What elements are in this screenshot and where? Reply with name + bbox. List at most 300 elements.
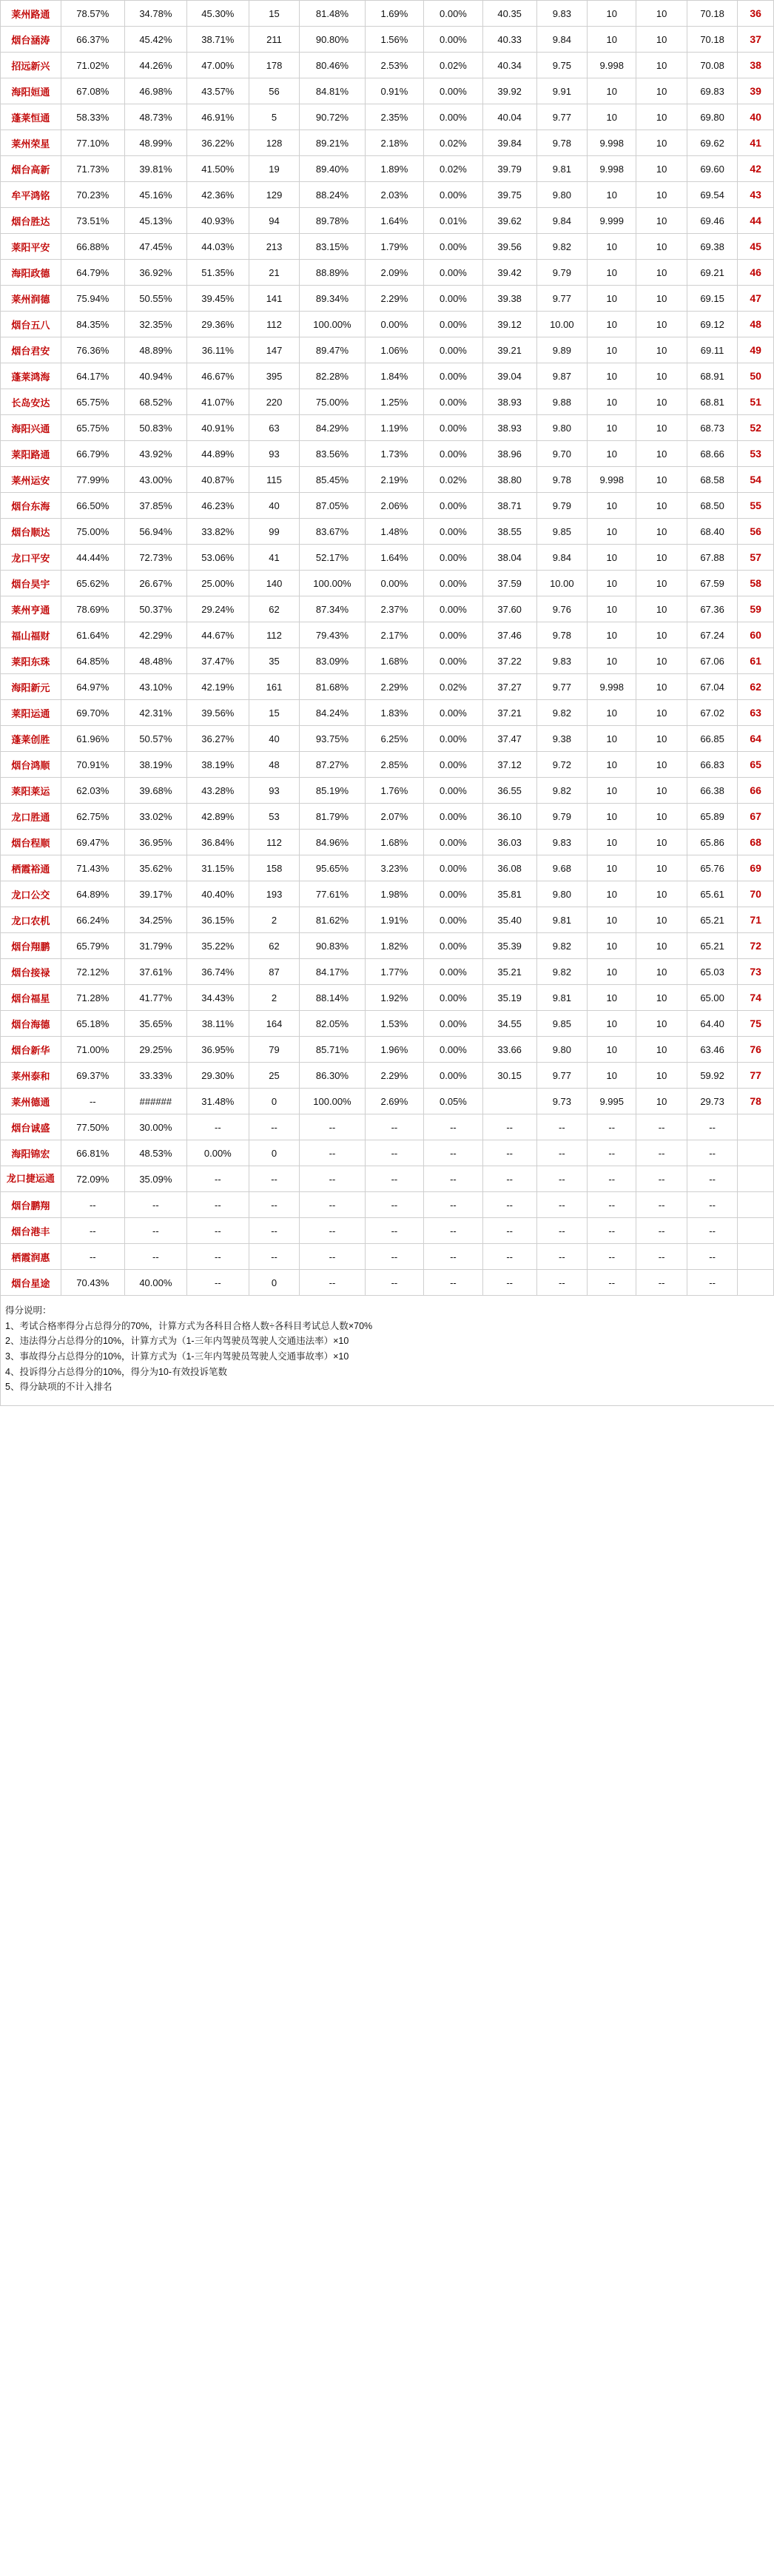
table-row <box>1 208 774 234</box>
value-cell: 0.00% <box>424 312 483 337</box>
company-name-cell: 莱阳东珠 <box>1 648 61 674</box>
rank-cell <box>738 1140 774 1166</box>
value-cell: 0.00% <box>424 622 483 648</box>
value-cell: 10 <box>588 1011 636 1037</box>
value-cell: 0.00% <box>424 571 483 596</box>
rank-cell <box>738 1244 774 1270</box>
company-name-cell: 龙口农机 <box>1 907 61 933</box>
value-cell: 39.79 <box>482 156 536 182</box>
value-cell: 65.61 <box>687 881 737 907</box>
value-cell: 10 <box>636 337 687 363</box>
value-cell: 0.00% <box>424 830 483 855</box>
value-cell: 10 <box>588 441 636 467</box>
value-cell: 39.04 <box>482 363 536 389</box>
value-cell: 39.75 <box>482 182 536 208</box>
value-cell: 65.75% <box>61 415 124 441</box>
value-cell: 36.27% <box>186 726 249 752</box>
value-cell: 46.98% <box>124 78 186 104</box>
value-cell: 9.77 <box>536 674 587 700</box>
value-cell: 9.998 <box>588 674 636 700</box>
footer-line-5: 5、得分缺项的不计入排名 <box>5 1382 112 1393</box>
value-cell: 178 <box>249 53 299 78</box>
value-cell: 10 <box>636 933 687 959</box>
value-cell: 33.33% <box>124 1063 186 1089</box>
value-cell: -- <box>536 1192 587 1218</box>
company-name-cell: 烟台程顺 <box>1 830 61 855</box>
value-cell: 35.40 <box>482 907 536 933</box>
footer-line-4: 4、投诉得分占总得分的10%，得分为10-有效投诉笔数 <box>5 1366 228 1377</box>
value-cell: 94 <box>249 208 299 234</box>
value-cell: 88.14% <box>300 985 365 1011</box>
company-name-cell: 龙口平安 <box>1 545 61 571</box>
value-cell: 9.82 <box>536 778 587 804</box>
value-cell: 38.80 <box>482 467 536 493</box>
value-cell: -- <box>482 1192 536 1218</box>
value-cell: 10 <box>636 674 687 700</box>
table-row <box>1 855 774 881</box>
value-cell: 0.05% <box>424 1089 483 1114</box>
value-cell: 64.40 <box>687 1011 737 1037</box>
rank-cell: 42 <box>738 156 774 182</box>
value-cell: 2.29% <box>365 674 424 700</box>
value-cell: 69.12 <box>687 312 737 337</box>
value-cell: 68.52% <box>124 389 186 415</box>
rank-cell: 38 <box>738 53 774 78</box>
value-cell: 69.38 <box>687 234 737 260</box>
value-cell: 10 <box>588 182 636 208</box>
value-cell: 2.03% <box>365 182 424 208</box>
value-cell: 9.998 <box>588 156 636 182</box>
value-cell: 65.89 <box>687 804 737 830</box>
value-cell: 10 <box>588 700 636 726</box>
value-cell: 10 <box>588 260 636 286</box>
rank-cell <box>738 1218 774 1244</box>
value-cell: 37.59 <box>482 571 536 596</box>
value-cell: 45.16% <box>124 182 186 208</box>
value-cell: 0.00% <box>424 519 483 545</box>
value-cell: 193 <box>249 881 299 907</box>
value-cell: 83.67% <box>300 519 365 545</box>
value-cell: 10 <box>636 778 687 804</box>
value-cell: 69.11 <box>687 337 737 363</box>
value-cell: 43.00% <box>124 467 186 493</box>
value-cell: 43.28% <box>186 778 249 804</box>
value-cell: -- <box>424 1244 483 1270</box>
rank-cell: 74 <box>738 985 774 1011</box>
value-cell: -- <box>365 1166 424 1192</box>
value-cell: 42.19% <box>186 674 249 700</box>
value-cell: 9.83 <box>536 830 587 855</box>
value-cell: 10 <box>636 182 687 208</box>
value-cell: 41.07% <box>186 389 249 415</box>
value-cell: 48.48% <box>124 648 186 674</box>
value-cell: 45.42% <box>124 27 186 53</box>
value-cell: 38.04 <box>482 545 536 571</box>
value-cell: 9.91 <box>536 78 587 104</box>
rank-cell: 59 <box>738 596 774 622</box>
value-cell: 67.36 <box>687 596 737 622</box>
company-name-cell: 福山福财 <box>1 622 61 648</box>
value-cell: -- <box>249 1114 299 1140</box>
value-cell: -- <box>300 1270 365 1296</box>
value-cell: 1.89% <box>365 156 424 182</box>
value-cell: 2.06% <box>365 493 424 519</box>
value-cell: 31.79% <box>124 933 186 959</box>
value-cell: 0.00% <box>365 571 424 596</box>
value-cell: 0.00% <box>424 234 483 260</box>
value-cell: 37.47% <box>186 648 249 674</box>
value-cell: 40.00% <box>124 1270 186 1296</box>
value-cell: 66.83 <box>687 752 737 778</box>
value-cell: -- <box>424 1218 483 1244</box>
value-cell: 112 <box>249 312 299 337</box>
value-cell: 9.84 <box>536 208 587 234</box>
value-cell: 71.00% <box>61 1037 124 1063</box>
value-cell: 31.48% <box>186 1089 249 1114</box>
value-cell: 29.36% <box>186 312 249 337</box>
value-cell: 1.68% <box>365 830 424 855</box>
value-cell: 1.76% <box>365 778 424 804</box>
footer-line-1: 1、考试合格率得分占总得分的70%，计算方式为各科目合格人数÷各科目考试总人数×70% <box>5 1320 373 1331</box>
value-cell: 38.96 <box>482 441 536 467</box>
value-cell: 29.73 <box>687 1089 737 1114</box>
value-cell: -- <box>588 1192 636 1218</box>
rank-cell <box>738 1166 774 1192</box>
value-cell: -- <box>300 1218 365 1244</box>
value-cell: 10 <box>588 752 636 778</box>
value-cell: 48 <box>249 752 299 778</box>
value-cell: 63 <box>249 415 299 441</box>
value-cell: 69.47% <box>61 830 124 855</box>
value-cell: 10 <box>636 648 687 674</box>
value-cell: 10 <box>636 907 687 933</box>
value-cell: 0.00% <box>424 778 483 804</box>
value-cell: 10 <box>588 519 636 545</box>
value-cell: 69.80 <box>687 104 737 130</box>
value-cell: 69.54 <box>687 182 737 208</box>
value-cell: 86.30% <box>300 1063 365 1089</box>
value-cell: 29.25% <box>124 1037 186 1063</box>
value-cell: 65.75% <box>61 389 124 415</box>
table-row <box>1 1089 774 1114</box>
value-cell: 10 <box>588 363 636 389</box>
value-cell: 87.27% <box>300 752 365 778</box>
company-name-cell: 长岛安达 <box>1 389 61 415</box>
value-cell: 10 <box>636 1037 687 1063</box>
value-cell: 37.22 <box>482 648 536 674</box>
value-cell: 10 <box>588 337 636 363</box>
value-cell: 65.18% <box>61 1011 124 1037</box>
value-cell: 0.00% <box>424 441 483 467</box>
value-cell: 1.53% <box>365 1011 424 1037</box>
value-cell: 10 <box>588 985 636 1011</box>
value-cell: 0 <box>249 1140 299 1166</box>
rank-cell: 65 <box>738 752 774 778</box>
company-name-cell: 烟台顺达 <box>1 519 61 545</box>
value-cell: 9.77 <box>536 104 587 130</box>
value-cell: -- <box>482 1140 536 1166</box>
value-cell: -- <box>300 1244 365 1270</box>
table-row <box>1 545 774 571</box>
value-cell: 36.08 <box>482 855 536 881</box>
value-cell: 1.79% <box>365 234 424 260</box>
value-cell: 0.00% <box>424 286 483 312</box>
rank-cell: 69 <box>738 855 774 881</box>
value-cell: 395 <box>249 363 299 389</box>
table-row <box>1 156 774 182</box>
table-row <box>1 959 774 985</box>
value-cell: 75.94% <box>61 286 124 312</box>
value-cell: 9.87 <box>536 363 587 389</box>
value-cell: -- <box>588 1140 636 1166</box>
value-cell: 39.45% <box>186 286 249 312</box>
table-row <box>1 1218 774 1244</box>
value-cell: 15 <box>249 1 299 27</box>
value-cell: 30.00% <box>124 1114 186 1140</box>
value-cell: 40.33 <box>482 27 536 53</box>
table-row <box>1 312 774 337</box>
value-cell: 84.35% <box>61 312 124 337</box>
value-cell: 2.29% <box>365 286 424 312</box>
table-row <box>1 234 774 260</box>
value-cell: 10 <box>636 27 687 53</box>
value-cell: 112 <box>249 622 299 648</box>
value-cell: -- <box>424 1166 483 1192</box>
value-cell: 46.67% <box>186 363 249 389</box>
table-row <box>1 1270 774 1296</box>
value-cell: 2.35% <box>365 104 424 130</box>
value-cell: 29.30% <box>186 1063 249 1089</box>
table-row <box>1 182 774 208</box>
value-cell: 83.56% <box>300 441 365 467</box>
value-cell: 9.82 <box>536 933 587 959</box>
value-cell: 9.998 <box>588 53 636 78</box>
value-cell: 75.00% <box>61 519 124 545</box>
value-cell: 10 <box>588 545 636 571</box>
table-row <box>1 648 774 674</box>
value-cell: 10 <box>636 985 687 1011</box>
company-name-cell: 莱州泰和 <box>1 1063 61 1089</box>
value-cell: 10 <box>588 493 636 519</box>
value-cell: -- <box>365 1140 424 1166</box>
company-name-cell: 牟平鸿铭 <box>1 182 61 208</box>
value-cell: 45.30% <box>186 1 249 27</box>
value-cell: 39.38 <box>482 286 536 312</box>
value-cell: 50.55% <box>124 286 186 312</box>
value-cell: 66.79% <box>61 441 124 467</box>
value-cell: 31.15% <box>186 855 249 881</box>
value-cell: 0.00% <box>424 363 483 389</box>
company-name-cell: 莱州亨通 <box>1 596 61 622</box>
value-cell: 10 <box>636 855 687 881</box>
value-cell: 51.35% <box>186 260 249 286</box>
value-cell: 213 <box>249 234 299 260</box>
value-cell: 44.26% <box>124 53 186 78</box>
value-cell: 93 <box>249 778 299 804</box>
value-cell: 0.00% <box>424 1011 483 1037</box>
company-name-cell: 莱州荣星 <box>1 130 61 156</box>
rank-cell: 49 <box>738 337 774 363</box>
value-cell: 89.78% <box>300 208 365 234</box>
value-cell: 1.64% <box>365 208 424 234</box>
table-row <box>1 1244 774 1270</box>
value-cell: 9.79 <box>536 260 587 286</box>
value-cell: -- <box>588 1114 636 1140</box>
value-cell: 9.38 <box>536 726 587 752</box>
value-cell: 63.46 <box>687 1037 737 1063</box>
table-row <box>1 467 774 493</box>
rank-cell: 62 <box>738 674 774 700</box>
value-cell: 38.55 <box>482 519 536 545</box>
table-row <box>1 389 774 415</box>
value-cell: 62 <box>249 596 299 622</box>
value-cell: 2.29% <box>365 1063 424 1089</box>
company-name-cell: 烟台港丰 <box>1 1218 61 1244</box>
value-cell: 10 <box>636 881 687 907</box>
value-cell: 95.65% <box>300 855 365 881</box>
value-cell: 2.09% <box>365 260 424 286</box>
value-cell: 10 <box>588 234 636 260</box>
value-cell: 61.64% <box>61 622 124 648</box>
value-cell: 164 <box>249 1011 299 1037</box>
value-cell: 69.15 <box>687 286 737 312</box>
value-cell: 0.00% <box>424 104 483 130</box>
company-name-cell: 栖霞润惠 <box>1 1244 61 1270</box>
value-cell: 50.57% <box>124 726 186 752</box>
company-name-cell: 烟台高新 <box>1 156 61 182</box>
table-row <box>1 933 774 959</box>
value-cell: 0 <box>249 1270 299 1296</box>
company-name-cell: 海阳政德 <box>1 260 61 286</box>
value-cell: 48.73% <box>124 104 186 130</box>
value-cell: 10 <box>636 467 687 493</box>
value-cell: 9.79 <box>536 493 587 519</box>
value-cell: 10 <box>588 726 636 752</box>
value-cell: 81.79% <box>300 804 365 830</box>
company-name-cell: 蓬莱创胜 <box>1 726 61 752</box>
company-name-cell: 莱阳路通 <box>1 441 61 467</box>
value-cell: -- <box>636 1270 687 1296</box>
company-name-cell: 莱州德通 <box>1 1089 61 1114</box>
value-cell: 72.73% <box>124 545 186 571</box>
value-cell: 40.35 <box>482 1 536 27</box>
value-cell: 9.80 <box>536 415 587 441</box>
value-cell: -- <box>636 1166 687 1192</box>
rank-cell: 55 <box>738 493 774 519</box>
value-cell: 38.93 <box>482 415 536 441</box>
value-cell: 140 <box>249 571 299 596</box>
table-row <box>1 752 774 778</box>
value-cell: 9.82 <box>536 959 587 985</box>
value-cell: 9.72 <box>536 752 587 778</box>
value-cell: 44.67% <box>186 622 249 648</box>
value-cell: 61.96% <box>61 726 124 752</box>
value-cell: 0.00% <box>424 985 483 1011</box>
value-cell: 79 <box>249 1037 299 1063</box>
value-cell: -- <box>186 1114 249 1140</box>
value-cell: 84.17% <box>300 959 365 985</box>
value-cell: -- <box>186 1270 249 1296</box>
value-cell: 87.34% <box>300 596 365 622</box>
value-cell: 211 <box>249 27 299 53</box>
table-row <box>1 1140 774 1166</box>
value-cell: 64.85% <box>61 648 124 674</box>
value-cell: 10 <box>588 1037 636 1063</box>
company-name-cell: 烟台星途 <box>1 1270 61 1296</box>
value-cell: 53 <box>249 804 299 830</box>
value-cell: -- <box>424 1192 483 1218</box>
value-cell: 10 <box>636 208 687 234</box>
value-cell: 81.62% <box>300 907 365 933</box>
company-name-cell: 烟台海德 <box>1 1011 61 1037</box>
value-cell: 39.42 <box>482 260 536 286</box>
value-cell: -- <box>249 1192 299 1218</box>
company-name-cell: 烟台翔鹏 <box>1 933 61 959</box>
value-cell: 78.69% <box>61 596 124 622</box>
value-cell: 78.57% <box>61 1 124 27</box>
value-cell: -- <box>249 1244 299 1270</box>
value-cell: 9.80 <box>536 881 587 907</box>
value-cell: 2 <box>249 907 299 933</box>
value-cell: 1.82% <box>365 933 424 959</box>
value-cell: 35.21 <box>482 959 536 985</box>
value-cell: 10 <box>636 234 687 260</box>
company-name-cell: 烟台昊宇 <box>1 571 61 596</box>
value-cell: 2.69% <box>365 1089 424 1114</box>
table-row <box>1 596 774 622</box>
value-cell: 2.18% <box>365 130 424 156</box>
value-cell: 0.00% <box>424 752 483 778</box>
value-cell: 9.995 <box>588 1089 636 1114</box>
value-cell: 10 <box>636 260 687 286</box>
value-cell: 10 <box>588 596 636 622</box>
value-cell: 10 <box>636 804 687 830</box>
value-cell: 10 <box>636 1011 687 1037</box>
company-name-cell: 海阳锦宏 <box>1 1140 61 1166</box>
value-cell: 76.36% <box>61 337 124 363</box>
value-cell: 10 <box>588 312 636 337</box>
value-cell: 10 <box>636 104 687 130</box>
value-cell: 10 <box>636 596 687 622</box>
rank-cell: 47 <box>738 286 774 312</box>
value-cell: -- <box>365 1114 424 1140</box>
value-cell: 0 <box>249 1089 299 1114</box>
value-cell: 35.09% <box>124 1166 186 1192</box>
value-cell: 10 <box>636 1089 687 1114</box>
rank-cell: 58 <box>738 571 774 596</box>
company-name-cell: 招远新兴 <box>1 53 61 78</box>
value-cell: 10 <box>636 830 687 855</box>
value-cell: 67.08% <box>61 78 124 104</box>
company-name-cell: 莱州运安 <box>1 467 61 493</box>
value-cell: 0.00% <box>424 596 483 622</box>
value-cell: 9.89 <box>536 337 587 363</box>
rank-cell <box>738 1114 774 1140</box>
value-cell: 67.59 <box>687 571 737 596</box>
value-cell: 66.24% <box>61 907 124 933</box>
value-cell: 81.68% <box>300 674 365 700</box>
value-cell: 70.43% <box>61 1270 124 1296</box>
rank-cell: 77 <box>738 1063 774 1089</box>
table-row <box>1 571 774 596</box>
value-cell: 40.93% <box>186 208 249 234</box>
value-cell: 37.85% <box>124 493 186 519</box>
value-cell: 68.91 <box>687 363 737 389</box>
value-cell: 69.62 <box>687 130 737 156</box>
value-cell: -- <box>300 1192 365 1218</box>
table-row <box>1 104 774 130</box>
value-cell: 56 <box>249 78 299 104</box>
